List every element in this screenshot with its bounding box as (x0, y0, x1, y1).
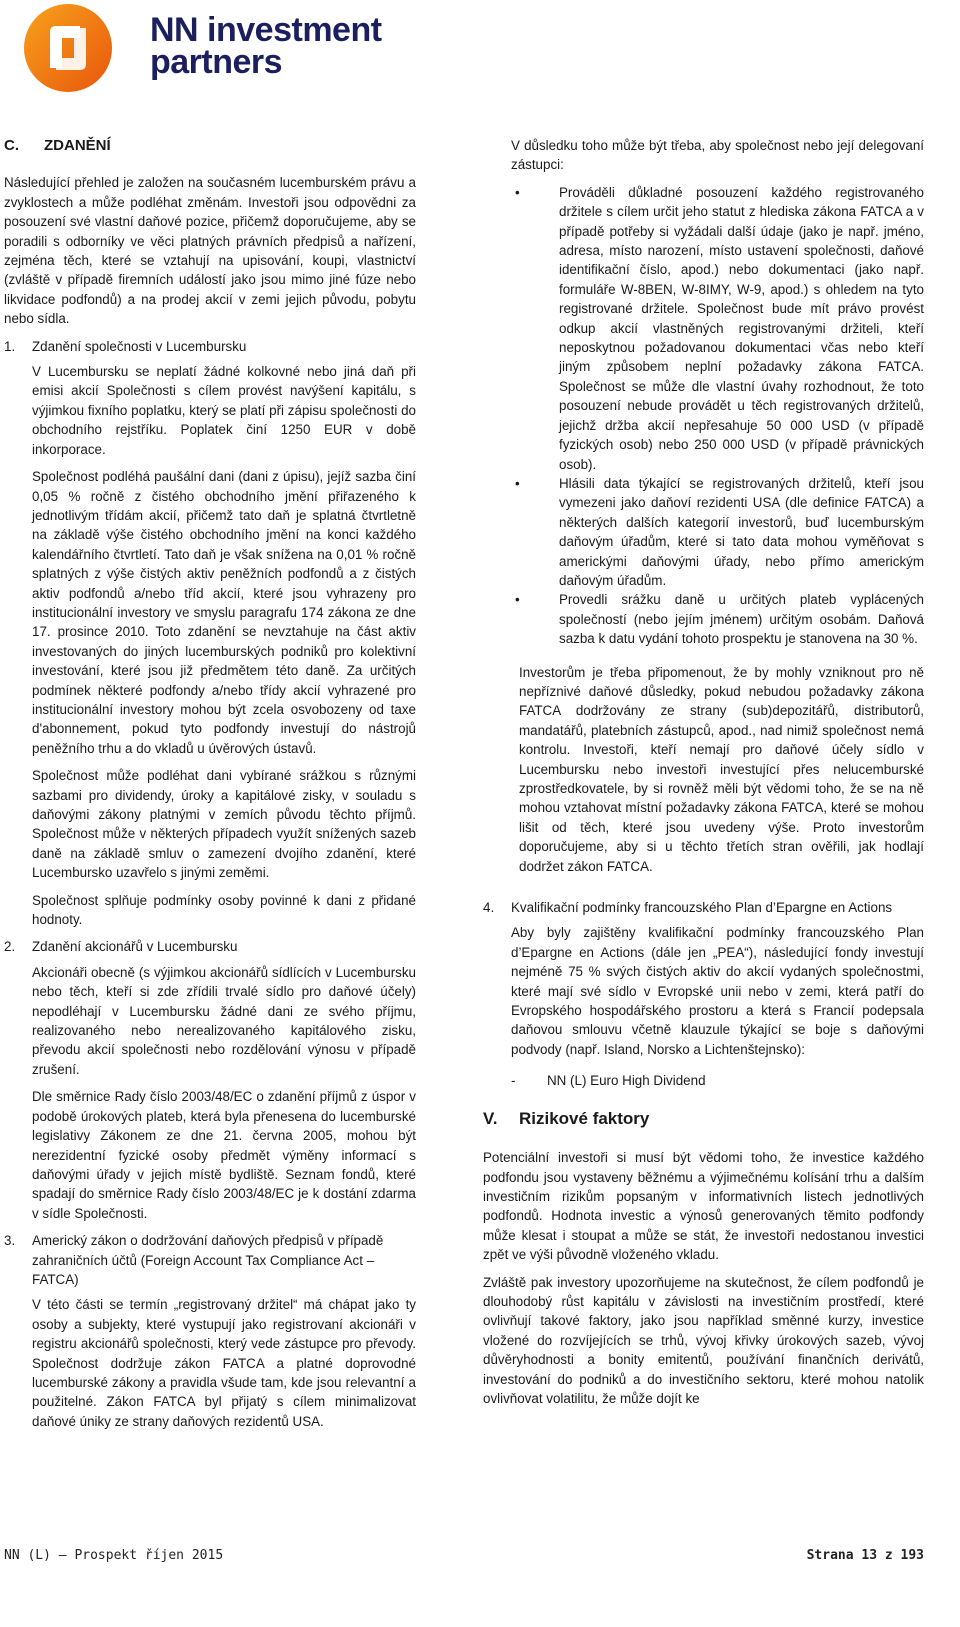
item-4-heading (483, 898, 924, 917)
section-number: C. (4, 137, 19, 154)
section-title: Rizikové faktory (519, 1108, 650, 1128)
nn-logo-mark-icon (22, 2, 114, 94)
item-1-body (32, 362, 416, 929)
item-number: 3. (4, 1233, 16, 1249)
list-item-text: Hlásili data týkající se registrovaných držitelů, kteří jsou vymezeni jako daňoví rezidenti USA (dle definice FATCA) a některých dalších kategorií investorů, buď lucemburským daňovým úřadům, které si tato data mohou vyměňovat s americkými daňovými úřady, nebo přímo americkým daňovým úřadům. (559, 475, 924, 588)
bullet-icon: • (515, 184, 520, 200)
item-2-heading (4, 937, 416, 956)
section-v-title (483, 1109, 924, 1128)
fund-list-item (511, 1071, 924, 1090)
fatca-note-block (519, 663, 924, 876)
brand-line-2: partners (150, 43, 283, 81)
item-1-heading (4, 337, 416, 356)
brand-name (150, 11, 382, 81)
list-item (511, 590, 924, 648)
footer-document-title: NN (L) – Prospekt říjen 2015 (4, 1548, 224, 1563)
paragraph: Zvláště pak investory upozorňujeme na skutečnost, že cílem podfondů je dlouhodobý růst kapitálu v závislosti na investičním prostředí, které ovlivňují takové faktory, jako jsou například směnné kurzy, investice vložené do rozvíjejících se trhů, vývoj křivky úrokových sazeb, vývoj důvěryhodnosti a bonity emitentů, používání finančních derivátů, investování do podniků a do investičního sektoru, které mohou natolik ovlivňovat volatilitu, že může dojít ke (483, 1274, 924, 1406)
item-title: Americký zákon o dodržování daňových předpisů v případě zahraničních účtů (Foreign Account Tax Compliance Act – FATCA) (32, 1233, 384, 1287)
nn-logo (22, 2, 382, 94)
list-item-text: Provedli srážku daně u určitých plateb vyplácených společností (nebo jejím jménem) určitým osobám. Daňová sazba k datu vydání tohoto prospektu je stanovena na 30 %. (559, 592, 924, 647)
fatca-note: Investorům je třeba připomenout, že by mohly vzniknout pro ně nepříznivé daňové důsledky, pokud nebudou požadavky zákona FATCA dodržovány ze strany (sub)depozitářů, distributorů, mandatářů, platebních zástupců, apod., nad nimiž společnost nemá kontrolu. Investoři, kteří nemají pro daňové účely sídlo v Lucembursku nebo investoři investující přes nelucemburské zprostředkovatele, by si rovněž měli být vědomi toho, že se na ně mohou vztahovat místní požadavky zákona FATCA, které se mohou lišit od těch, které jsou uvedeny výše. Proto investorům doporučujeme, aby si u těchto třetích stran ověřili, jak hodlají dodržet zákon FATCA. (519, 664, 924, 874)
taxation-intro: Následující přehled je založen na současném lucemburském právu a zvyklostech a může podléhat změnám. Investoři jsou odpovědni za posouzení své vlastní daňové pozice, přičemž doporučujeme, aby se poradili s odborníky ve věci platných právních předpisů a nařízení, zejména těch, které se vztahují na upisování, koupi, vlastnictví (zvláště v případě firemních událostí jako jsou mimo jiné fúze nebo likvidace podfondů) a na prodej akcií v zemi jejich původu, pobytu nebo sídla. (4, 175, 416, 327)
bullet-icon: • (515, 592, 520, 608)
item-4-body (511, 923, 924, 1090)
item-3-body (32, 1295, 416, 1431)
list-item (511, 474, 924, 590)
paragraph: V Lucembursku se neplatí žádné kolkovné nebo jiná daň při emisi akcií Společnosti s cílem provést navýšení kapitálu, s výjimkou fixního poplatku, který se platí při zápisu společnosti do obchodního rejstříku. Poplatek činí 1250 EUR v době inkorporace. (32, 364, 416, 457)
item-title: Zdanění akcionářů v Lucembursku (32, 939, 238, 955)
item-3-heading (4, 1231, 416, 1289)
paragraph: Potenciální investoři si musí být vědomi toho, že investice každého podfondu jsou vystaveny běžnému a výjimečnému kolísání trhu a dalším investičním rizikům popsaným v informativních listech jednotlivých podfondů. Hodnota investic a výnosů generovaných těmito podfondy může klesat i stoupat a může se stát, že investoři nedostanou investici zpět ve výši původně vloženého vkladu. (483, 1150, 924, 1263)
section-title: ZDANĚNÍ (44, 137, 111, 154)
paragraph: Společnost podléhá paušální dani (dani z úpisu), jejíž sazba činí 0,05 % ročně z čistého obchodního jmění přiřazeného k jednotlivým třídám akcií, přičemž tato daň je splatná čtvrtletně na základě výše čistého obchodního jmění na konci každého kalendářního čtvrtletí. Tato daň je však snížena na 0,01 % ročně splatných z výše čistých aktiv peněžních podfondů a z čistých aktiv podfondů a/nebo tříd akcií, které jsou vyhrazeny pro institucionální investory ve smyslu paragrafu 174 zákona ze dne 17. prosince 2010. Toto zdanění se nevztahuje na část aktiv investovaných do jiných lucemburských podniků pro kolektivní investování, které jsou již předmětem této daně. Za určitých podmínek některé podfondy a/nebo třídy akcií vyhrazené pro institucionální investory mohou být zcela osvobozeny od taxe d'abonnement, pokud tyto podfondy investují do nástrojů peněžního trhu a do vkladů u úvěrových ústavů. (32, 469, 416, 756)
dash-icon: - (511, 1073, 516, 1089)
left-column (4, 136, 416, 1439)
list-item (511, 183, 924, 474)
section-number: V. (483, 1108, 498, 1128)
item-number: 4. (483, 900, 495, 916)
paragraph: Společnost splňuje podmínky osoby povinné k dani z přidané hodnoty. (32, 892, 416, 928)
fatca-bullet-list (511, 183, 924, 649)
footer-page-number: Strana 13 z 193 (806, 1548, 924, 1563)
fatca-intro: V důsledku toho může být třeba, aby společnost nebo její delegovaní zástupci: (511, 138, 924, 173)
section-c-title (4, 136, 416, 155)
right-column (483, 136, 924, 1416)
item-title: Kvalifikační podmínky francouzského Plan d’Epargne en Actions (511, 900, 893, 916)
brand-line-1: NN investment (150, 11, 382, 49)
paragraph: Společnost může podléhat dani vybírané srážkou s různými sazbami pro dividendy, úroky a kapitálové zisky, v souladu s daňovými zákony platnými v zemích původu těchto příjmů. Společnost může v některých případech využít snížených sazeb daně na základě smluv o zamezení dvojího zdanění, které Lucembursko uzavřelo s jinými zeměmi. (32, 768, 416, 881)
paragraph: V této části se termín „registrovaný držitel“ má chápat jako ty osoby a subjekty, které vystupují jako registrovaní akcionáři v registru akcionářů společnosti, který vede zástupce pro převody. Společnost dodržuje zákon FATCA a platné doprovodné lucemburské zákony a pravidla všude tam, kde jsou relevantní a použitelné. Zákon FATCA byl přijatý s cílem minimalizovat daňové úniky ze strany daňových rezidentů USA. (32, 1297, 416, 1429)
item-title: Zdanění společnosti v Lucembursku (32, 338, 247, 354)
bullet-icon: • (515, 475, 520, 491)
item-number: 1. (4, 338, 16, 354)
fund-name: NN (L) Euro High Dividend (547, 1073, 706, 1089)
list-item-text: Prováděli důkladné posouzení každého registrovaného držitele s cílem určit jeho statut z hlediska zákona FATCA a v případě potřeby si vyžádali další údaje (jako je např. jméno, adresa, místo narození, místo ustavení společnosti, daňové identifikační číslo, apod.) nebo dokumentaci (jako např. formuláře W-8BEN, W-8IMY, W-9, apod.) s ohledem na tyto registrované držitele. Společnost bude mít právo provést odkup akcií vlastněných registrovanými držiteli, kteří neposkytnou požadovanou dokumentaci včas nebo kteří jiným způsobem neplní požadavky zákona FATCA. Společnost se může dle vlastní úvahy rozhodnout, že toto posouzení nebude provádět u těch registrovaných držitelů, jejichž držba akcií nepřesahuje 50 000 USD (v případě fyzických osob) nebo 250 000 USD (v případě právnických osob). (559, 184, 924, 472)
item-number: 2. (4, 939, 16, 955)
item-2-body (32, 963, 416, 1223)
paragraph: Aby byly zajištěny kvalifikační podmínky francouzského Plan d’Epargne en Actions (dále jen „PEA“), následující fondy investují nejméně 75 % svých čistých aktiv do akcií vydaných společnostmi, které mají své sídlo v Evropské unii nebo v zemi, která patří do Evropského hospodářského prostoru a která s Francií podepsala daňovou smlouvu včetně klauzule týkající se boje s daňovými podvody (např. Island, Norsko a Lichtenštejnsko): (511, 925, 924, 1057)
risk-body (483, 1148, 924, 1408)
paragraph: Akcionáři obecně (s výjimkou akcionářů sídlících v Lucembursku nebo těch, kteří si zde zřídili trvalé sídlo pro daňové účely) nepodléhají v Lucembursku žádné dani ze svého příjmu, realizovaného nebo nerealizovaného kapitálového zisku, převodu akcií společnosti nebo rozdělování výnosu v případě zrušení. (32, 964, 416, 1077)
paragraph: Dle směrnice Rady číslo 2003/48/EC o zdanění příjmů z úspor v podobě úrokových plateb, která byla přenesena do lucemburské legislativy Zákonem ze dne 21. června 2005, mohou být nerezidentní fyzické osoby předmět výměny informací s daňovými úřady v jejich místě bydliště. Seznam fondů, které spadají do směrnice Rady číslo 2003/48/EC je k dostání zdarma v sídle Společnosti. (32, 1089, 416, 1221)
